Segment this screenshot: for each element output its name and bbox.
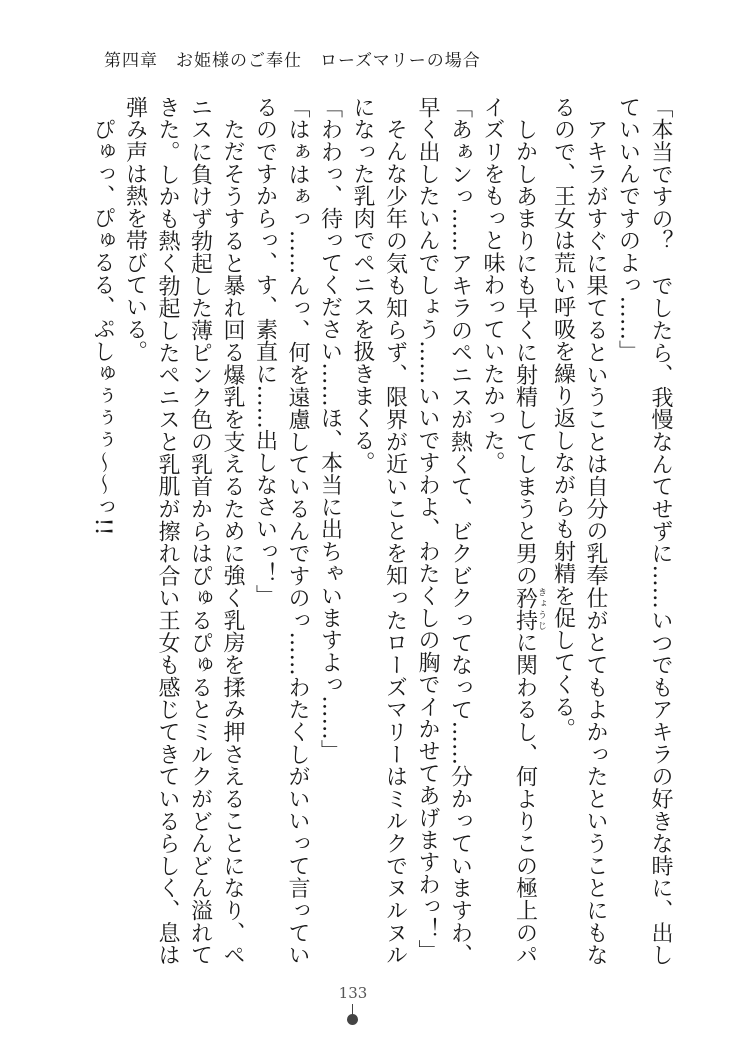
paragraph-dialogue: 「本当ですの？ でしたら、我慢なんてせずに……いつでもアキラの好きな時に、出していいんですのよっ……」 <box>615 96 673 966</box>
paragraph-narration-ruby <box>476 96 547 966</box>
ruby-annotation <box>512 586 546 632</box>
novel-body-text <box>76 96 676 966</box>
paragraph-narration: アキラがすぐに果てるということは自分の乳奉仕がとてもよかったということにもなるので、王女は荒い呼吸を繰り返しながらも射精を促してくる。 <box>550 96 608 966</box>
paragraph-sound-effect: ぴゅっ、ぴゅるる、ぷしゅぅぅぅ〜〜っ!! <box>90 118 115 536</box>
paragraph-narration: ただそうすると暴れ回る爆乳を支えるために強く乳房を揉み押さえることになり、ペニスに負けず勃起した薄ピンク色の乳首からはぴゅるぴゅるとミルクがどんどん溢れてきた。しかも熱く勃起したペニスと乳肌が擦れ合い王女も感じてきているらしく、息は弾み声は熱を帯びている。 <box>122 96 245 966</box>
paragraph-dialogue: 「あぁンっ……アキラのペニスが熱くて、ビクビクってなって……分かっていますわ、早く出したいんでしょう……いいですわよ、わたくしの胸でイかせてあげますわっ！」 <box>415 96 473 966</box>
folio-ornament-dot <box>347 1014 358 1025</box>
text-segment: しかしあまりにも早くに射精してしまうと男の <box>512 118 538 587</box>
ruby-reading: きょうじ <box>536 586 546 632</box>
text-segment: に関わるし、何よりこの極上のパイズリをもっと味わっていたかった。 <box>480 96 538 966</box>
paragraph-narration: そんな少年の気も知らず、限界が近いことを知ったローズマリーはミルクでヌルヌルになった乳肉でペニスを扱きまくる。 <box>350 96 408 966</box>
paragraph-dialogue: 「わわっ、待ってください……ほ、本当に出ちゃいますよっ……」 <box>317 96 343 762</box>
paragraph-dialogue: 「はぁはぁっ……んっ、何を遠慮しているんですのっ……わたくしがいいって言っているのですからっ、す、素直に……出しなさいっ！」 <box>252 96 310 966</box>
page-number: 133 <box>338 984 368 1002</box>
chapter-running-header: 第四章 お姫様のご奉仕 ローズマリーの場合 <box>104 51 481 71</box>
ruby-base: 矜持 <box>512 586 538 632</box>
